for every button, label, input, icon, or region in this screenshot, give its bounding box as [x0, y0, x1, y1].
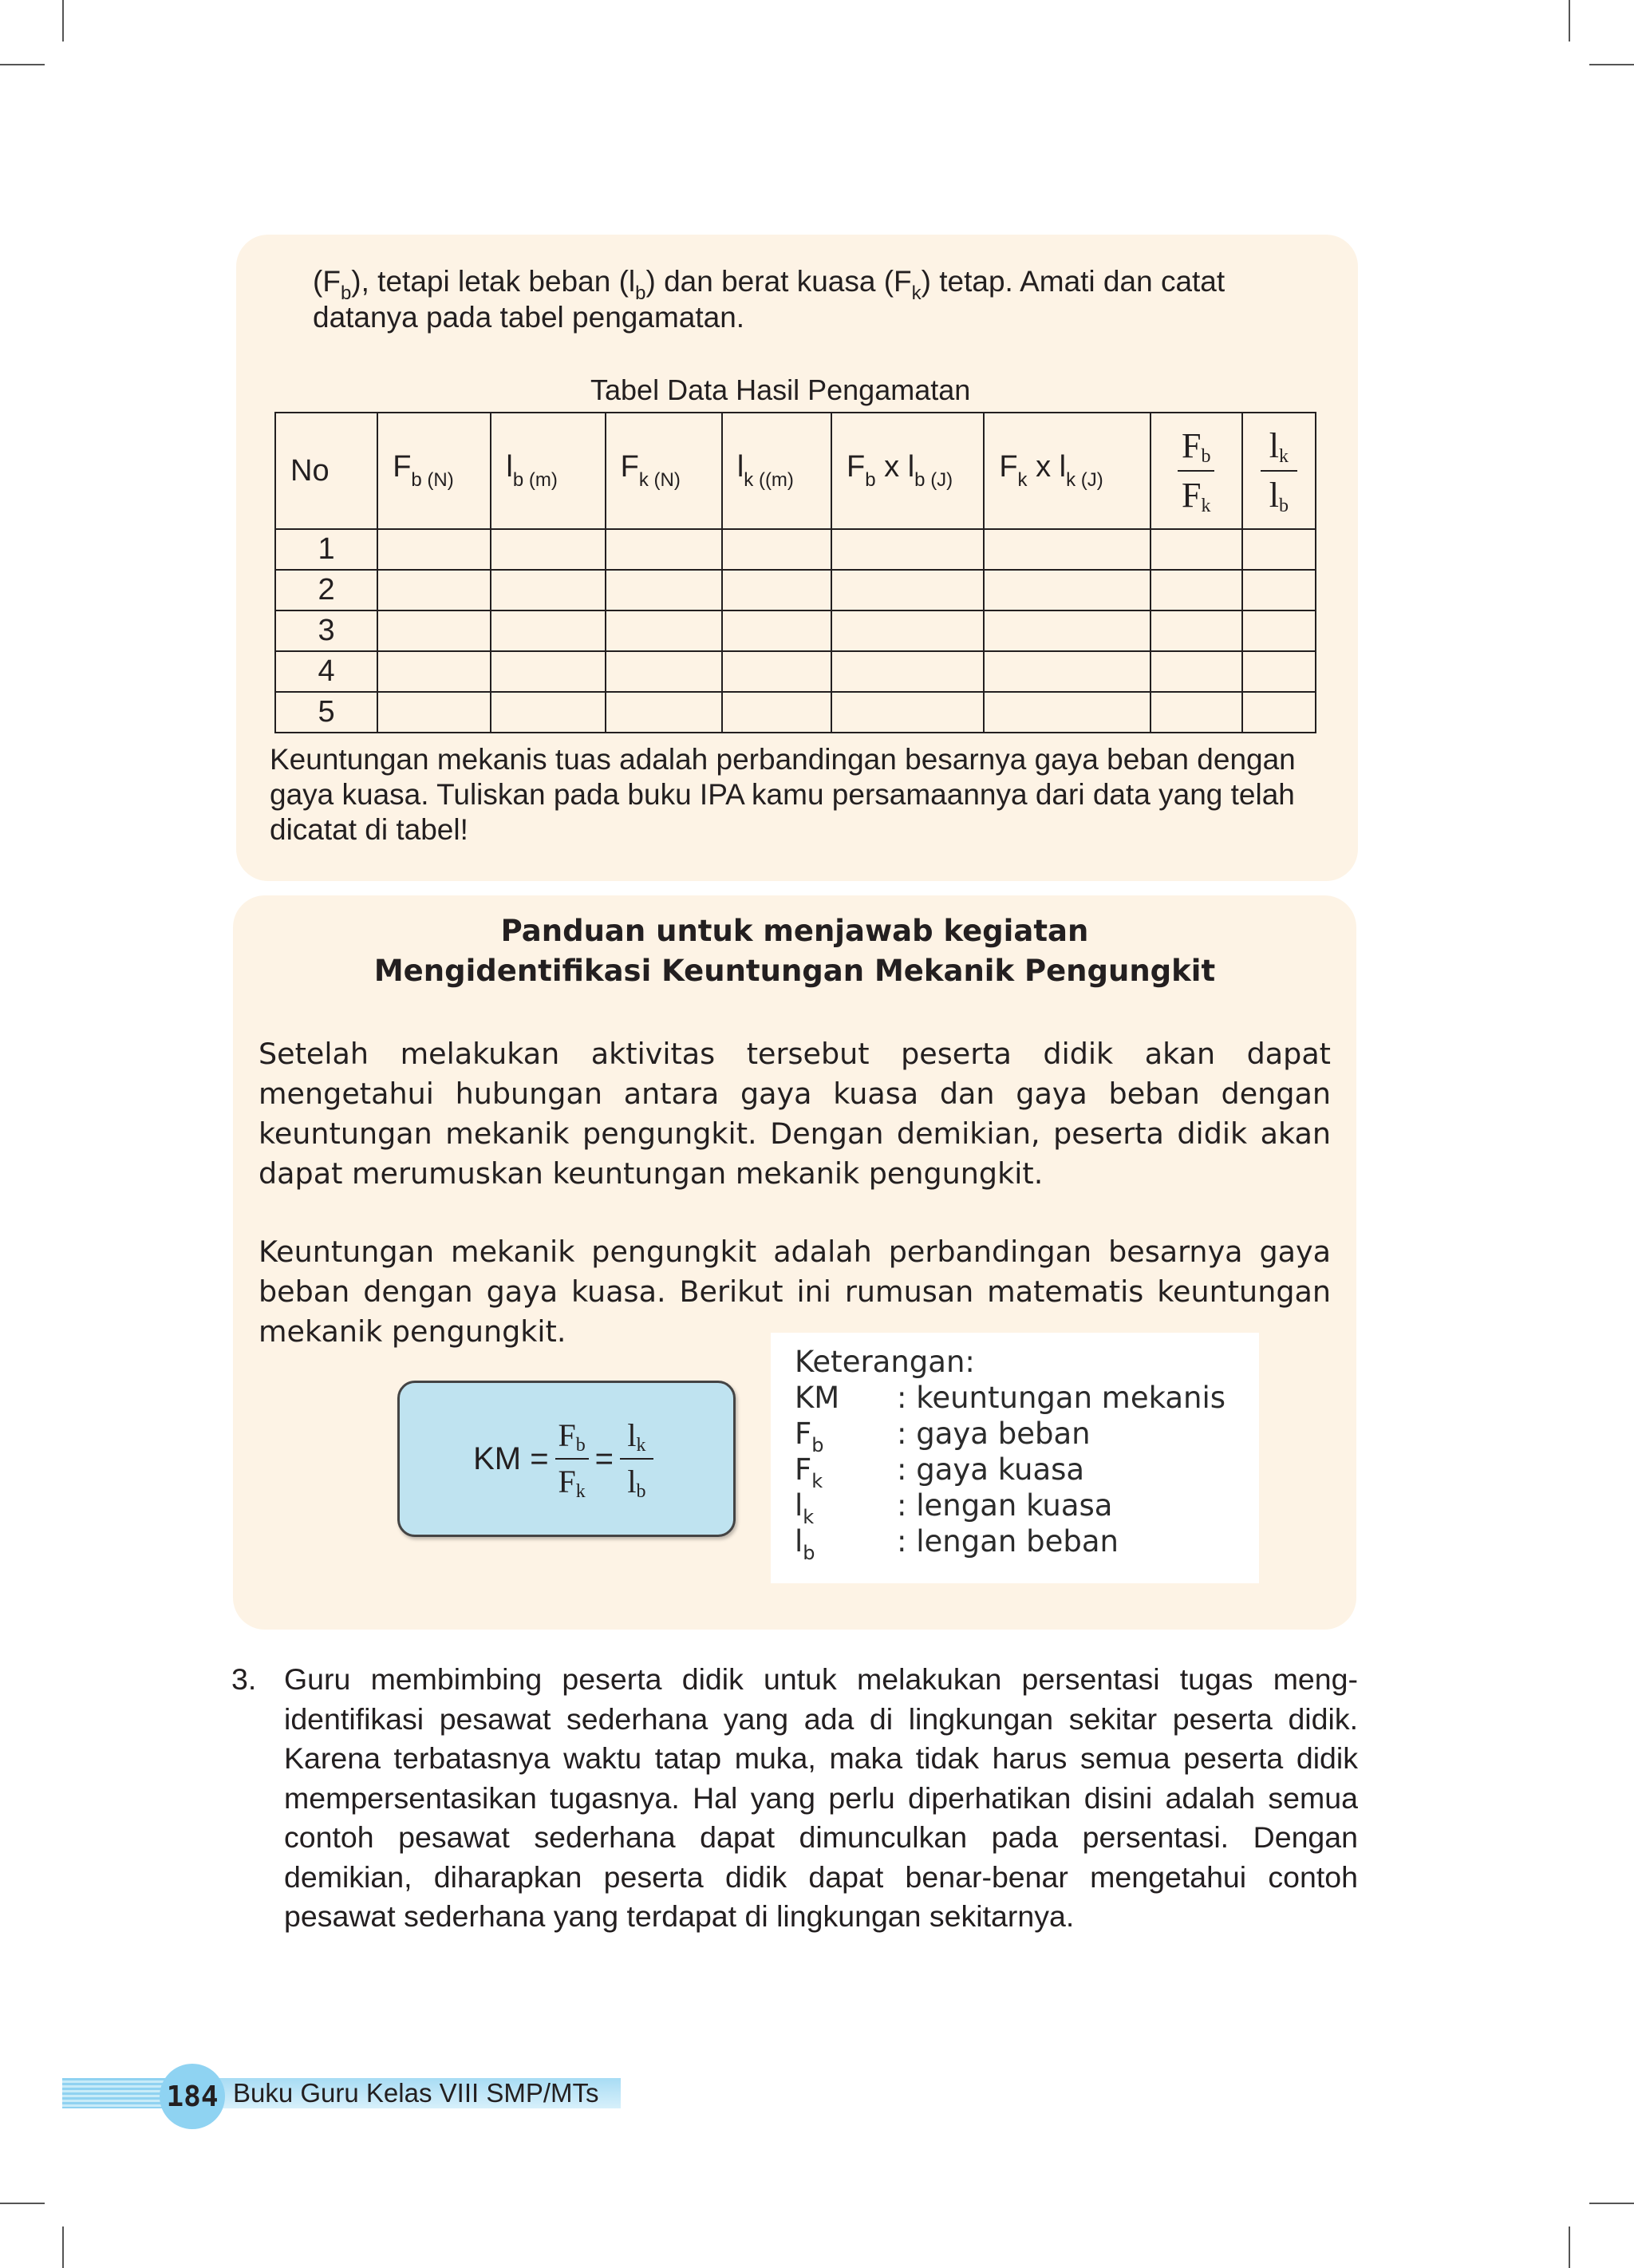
legend-title: Keterangan:: [795, 1345, 975, 1379]
table-row: [275, 529, 1316, 570]
footer-stripes: [62, 2078, 174, 2108]
table-row: [275, 651, 1316, 692]
crop-mark: [62, 0, 64, 41]
legend-item: $F_k$ : gaya kuasa: [795, 1452, 1085, 1492]
header-fk: $F_{k (N)}$: [606, 413, 722, 529]
row-number: 3: [275, 610, 377, 651]
header-fk-x-lk: $F_k$ x $l_{k (J)}$: [984, 413, 1150, 529]
guide-title: Panduan untuk menjawab kegiatan Mengidentifikasi Keuntungan Mekanik Pengungkit: [373, 914, 1216, 988]
header-lk: $l_{k ((m)}$: [722, 413, 831, 529]
formula-equals: =: [594, 1440, 614, 1476]
row-number: 1: [275, 529, 377, 570]
legend-item: $l_k$ : lengan kuasa: [795, 1488, 1113, 1528]
crop-mark: [1569, 0, 1570, 41]
header-lb: $l_{b (m)}$: [491, 413, 605, 529]
crop-mark: [0, 64, 45, 65]
crop-mark: [1589, 2203, 1634, 2204]
header-no: No: [275, 413, 377, 529]
table-title: Tabel Data Hasil Pengamatan: [590, 373, 971, 406]
guide-paragraph-2: Keuntungan mekanik pengungkit adalah perbandingan besarnya gaya beban dengan gaya kuasa. Berikut ini rumusan matematis keuntungan mekanik pengungkit.: [259, 1235, 1331, 1349]
crop-mark: [0, 2203, 45, 2204]
observation-table: [274, 412, 1316, 733]
list-item-3: [231, 1660, 1358, 1937]
footer-book-title: Buku Guru Kelas VIII SMP/MTs: [233, 2078, 599, 2108]
crop-mark: [62, 2227, 64, 2268]
header-fb: $F_{b (N)}$: [377, 413, 491, 529]
header-fb-x-lb: $F_b$ x $l_{b (J)}$: [831, 413, 984, 529]
crop-mark: [1569, 2227, 1570, 2268]
formula-box: [397, 1381, 736, 1537]
intro-text: $(F_b)$, tetapi letak beban $(l_b)$ dan berat kuasa $(F_k)$ tetap. Amati dan catat datanya pada tabel pengamatan.: [313, 265, 1226, 334]
table-row: [275, 570, 1316, 610]
guide-paragraph-1: Setelah melakukan aktivitas tersebut peserta didik akan dapat mengetahui hubungan antara gaya kuasa dan gaya beban dengan keuntungan mekanik pengungkit. Dengan demikian, peserta didik akan dapat merumuskan keuntungan mekanik pengungkit.: [259, 1037, 1331, 1191]
formula-arm-ratio: $\frac{l_k}{l_b}$: [620, 1420, 653, 1498]
table-row: [275, 610, 1316, 651]
table-row: [275, 692, 1316, 733]
list-item-text: Guru membimbing peserta didik untuk melakukan persentasi tugas meng-identifikasi pesawat sederhana yang ada di lingkungan sekitar peserta didik. Karena terbatasnya waktu tatap muka, maka tidak harus semua peserta didik mempersentasikan tugasnya. Hal yang perlu diperhatikan disini adalah semua contoh pesawat sederhana dapat dimunculkan pada persentasi. Dengan demikian, diharapkan peserta didik dapat benar-benar mengetahui contoh pesawat sederhana yang terdapat di lingkungan sekitarnya.: [284, 1662, 1358, 1933]
row-number: 5: [275, 692, 377, 733]
legend-item: KM : keuntungan mekanis: [795, 1381, 1226, 1415]
table-header-row: [275, 413, 1316, 529]
formula-force-ratio: $\frac{F_b}{F_k}$: [555, 1420, 589, 1498]
page-number: 184: [160, 2064, 225, 2129]
legend-item: $F_b$ : gaya beban: [795, 1417, 1091, 1456]
table-instruction: Keuntungan mekanis tuas adalah perbandingan besarnya gaya beban dengan gaya kuasa. Tuliskan pada buku IPA kamu persamaannya dari data yang telah dicatat di tabel!: [270, 743, 1296, 846]
header-fb-over-fk: $\frac{F_b}{F_k}$: [1151, 413, 1242, 529]
list-number: 3.: [231, 1662, 257, 1696]
row-number: 2: [275, 570, 377, 610]
header-lk-over-lb: $\frac{l_k}{l_b}$: [1242, 413, 1316, 529]
legend-item: $l_b$ : lengan beban: [795, 1524, 1119, 1564]
formula-lhs: KM =: [473, 1440, 549, 1476]
legend-box: [771, 1333, 1259, 1583]
row-number: 4: [275, 651, 377, 692]
crop-mark: [1589, 64, 1634, 65]
